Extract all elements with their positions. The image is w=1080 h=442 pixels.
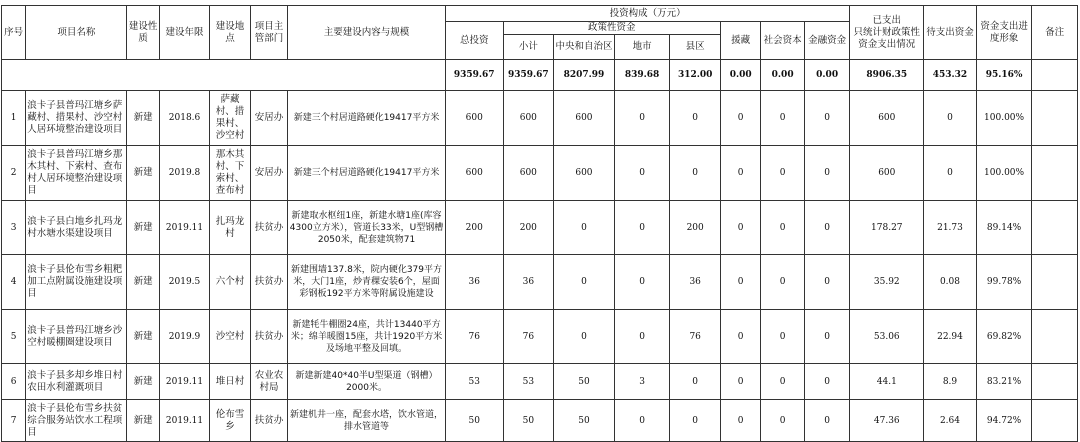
county-cell: 0 — [670, 146, 721, 201]
financial-cell: 0 — [804, 146, 850, 201]
central-cell: 0 — [554, 310, 615, 364]
content-cell: 新建三个村居道路硬化19417平方米 — [288, 91, 446, 146]
progress-cell: 94.72% — [976, 400, 1032, 442]
pending-cell: 21.73 — [924, 201, 977, 255]
content-cell: 新建三个村居道路硬化19417平方米 — [288, 146, 446, 201]
social-cell: 0 — [761, 364, 804, 400]
pending-cell: 0 — [924, 146, 977, 201]
remark-cell — [1032, 364, 1078, 400]
col-header-location: 建设地点 — [210, 6, 250, 60]
location-cell: 那木其村、下索村、查布村 — [210, 146, 250, 201]
financial-cell: 0 — [804, 364, 850, 400]
content-cell — [288, 310, 446, 364]
col-header-social: 社会资本 — [761, 22, 804, 60]
table-row — [2, 201, 1078, 255]
county-cell: 0 — [670, 364, 721, 400]
content-cell: 新建新建40*40半U型渠道（钢槽）2000米。 — [288, 364, 446, 400]
progress-cell: 99.78% — [976, 255, 1032, 310]
county-cell: 76 — [670, 310, 721, 364]
remark-sum — [1032, 60, 1078, 91]
col-header-city: 地市 — [614, 35, 670, 60]
paid-cell: 178.27 — [850, 201, 924, 255]
col-header-content: 主要建设内容与规模 — [288, 6, 446, 60]
subtotal-sum: 9359.67 — [503, 60, 554, 91]
social-cell: 0 — [761, 400, 804, 442]
financial-sum: 0.00 — [804, 60, 850, 91]
year-cell: 2019.11 — [159, 201, 210, 255]
seq-cell: 3 — [2, 201, 26, 255]
pending-cell: 0.08 — [924, 255, 977, 310]
col-header-total-invest: 总投资 — [445, 22, 503, 60]
aid-cell: 0 — [720, 310, 760, 364]
nature-cell: 新建 — [127, 146, 159, 201]
year-cell: 2019.9 — [159, 310, 210, 364]
seq-cell: 1 — [2, 91, 26, 146]
progress-cell: 100.00% — [976, 146, 1032, 201]
social-cell: 0 — [761, 91, 804, 146]
col-header-project-name: 项目名称 — [26, 6, 127, 60]
progress-cell: 100.00% — [976, 91, 1032, 146]
pending-cell: 22.94 — [924, 310, 977, 364]
central-cell: 50 — [554, 400, 615, 442]
paid-cell: 53.06 — [850, 310, 924, 364]
remark-cell — [1032, 255, 1078, 310]
subtotal-cell: 53 — [503, 364, 554, 400]
subtotal-cell: 50 — [503, 400, 554, 442]
total-invest-sum: 9359.67 — [445, 60, 503, 91]
progress-cell: 69.82% — [976, 310, 1032, 364]
col-header-nature: 建设性质 — [127, 6, 159, 60]
county-cell: 0 — [670, 400, 721, 442]
location-cell: 萨藏村、措果村、沙空村 — [210, 91, 250, 146]
social-cell: 0 — [761, 201, 804, 255]
central-cell: 0 — [554, 255, 615, 310]
project-name-cell: 浪卡子县普玛江塘乡沙空村暖棚圈建设项目 — [26, 310, 127, 364]
city-cell: 0 — [614, 146, 670, 201]
investment-table — [1, 5, 1078, 442]
remark-cell — [1032, 201, 1078, 255]
social-cell: 0 — [761, 255, 804, 310]
col-header-invest-composition: 投资构成（万元） — [445, 6, 849, 22]
year-cell: 2019.5 — [159, 255, 210, 310]
dept-cell: 扶贫办 — [250, 255, 287, 310]
central-cell: 0 — [554, 201, 615, 255]
col-header-progress: 资金支出进度形象 — [976, 6, 1032, 60]
col-header-years: 建设年限 — [159, 6, 210, 60]
table-row — [2, 91, 1078, 146]
paid-cell: 47.36 — [850, 400, 924, 442]
progress-cell: 89.14% — [976, 201, 1032, 255]
seq-cell: 6 — [2, 364, 26, 400]
dept-cell: 扶贫办 — [250, 201, 287, 255]
project-name-cell: 浪卡子县普玛江塘乡萨藏村、措果村、沙空村人居环境整治建设项目 — [26, 91, 127, 146]
project-name-cell: 浪卡子县伦布雪乡粗粑加工点附属设施建设项目 — [26, 255, 127, 310]
content-cell: 新建机井一座，配套水塔，饮水管道，排水管道等 — [288, 400, 446, 442]
dept-cell: 安居办 — [250, 146, 287, 201]
pending-cell: 2.64 — [924, 400, 977, 442]
table-row — [2, 255, 1078, 310]
nature-cell: 新建 — [127, 255, 159, 310]
central-cell: 50 — [554, 364, 615, 400]
aid-cell: 0 — [720, 201, 760, 255]
social-sum: 0.00 — [761, 60, 804, 91]
subtotal-cell: 76 — [503, 310, 554, 364]
financial-cell: 0 — [804, 201, 850, 255]
year-cell: 2018.6 — [159, 91, 210, 146]
total-cell: 50 — [445, 400, 503, 442]
financial-cell: 0 — [804, 400, 850, 442]
content-text: 新建取水枢纽1座，新建水塘1座(库容4300立方米），管道长33米，U型钢槽2050米，配套建筑物71 — [289, 210, 444, 245]
total-cell: 200 — [445, 201, 503, 255]
table-body — [2, 60, 1078, 442]
paid-cell: 35.92 — [850, 255, 924, 310]
col-header-remark: 备注 — [1032, 6, 1078, 60]
location-cell: 六个村 — [210, 255, 250, 310]
aid-cell: 0 — [720, 146, 760, 201]
financial-cell: 0 — [804, 310, 850, 364]
project-name-cell: 浪卡子县白地乡扎玛龙村水塘水渠建设项目 — [26, 201, 127, 255]
central-cell: 600 — [554, 91, 615, 146]
city-cell: 3 — [614, 364, 670, 400]
col-header-aid: 援藏 — [720, 22, 760, 60]
col-header-financial: 金融资金 — [804, 22, 850, 60]
county-cell: 200 — [670, 201, 721, 255]
pending-cell: 0 — [924, 91, 977, 146]
aid-cell: 0 — [720, 400, 760, 442]
total-cell: 600 — [445, 146, 503, 201]
nature-cell: 新建 — [127, 400, 159, 442]
total-cell: 76 — [445, 310, 503, 364]
dept-cell: 扶贫办 — [250, 310, 287, 364]
aid-sum: 0.00 — [720, 60, 760, 91]
aid-cell: 0 — [720, 255, 760, 310]
paid-cell: 600 — [850, 91, 924, 146]
remark-cell — [1032, 91, 1078, 146]
location-cell: 沙空村 — [210, 310, 250, 364]
project-name-cell: 浪卡子县普玛江塘乡那木其村、下索村、查布村人居环境整治建设项目 — [26, 146, 127, 201]
content-text: 新建围墙137.8米，院内硬化379平方米，大门1座，炒青稞安装6个，屋面彩钢板192平方米等附属设施建设 — [291, 265, 442, 299]
content-cell — [288, 255, 446, 310]
subtotal-cell: 36 — [503, 255, 554, 310]
col-header-seq: 序号 — [2, 6, 26, 60]
remark-cell — [1032, 400, 1078, 442]
total-cell: 53 — [445, 364, 503, 400]
project-name-cell: 浪卡子县伦布雪乡扶贫综合服务站饮水工程项目 — [26, 400, 127, 442]
central-sum: 8207.99 — [554, 60, 615, 91]
city-sum: 839.68 — [614, 60, 670, 91]
financial-cell: 0 — [804, 255, 850, 310]
nature-cell: 新建 — [127, 364, 159, 400]
col-header-dept: 项目主管部门 — [250, 6, 287, 60]
nature-cell: 新建 — [127, 310, 159, 364]
city-cell: 0 — [614, 400, 670, 442]
table-row — [2, 400, 1078, 442]
county-sum: 312.00 — [670, 60, 721, 91]
social-cell: 0 — [761, 146, 804, 201]
seq-cell: 2 — [2, 146, 26, 201]
aid-cell: 0 — [720, 91, 760, 146]
nature-cell: 新建 — [127, 201, 159, 255]
col-header-paid — [850, 6, 924, 60]
remark-cell — [1032, 146, 1078, 201]
seq-cell: 7 — [2, 400, 26, 442]
project-name-cell: 浪卡子县多却乡堆日村农田水利灌溉项目 — [26, 364, 127, 400]
pending-cell: 8.9 — [924, 364, 977, 400]
paid-header-line2: 只统计财政策性资金支出情况 — [853, 26, 921, 50]
social-cell: 0 — [761, 310, 804, 364]
dept-cell: 农业农村局 — [250, 364, 287, 400]
seq-cell: 4 — [2, 255, 26, 310]
location-cell: 扎玛龙村 — [210, 201, 250, 255]
seq-cell: 5 — [2, 310, 26, 364]
year-cell: 2019.8 — [159, 146, 210, 201]
county-cell: 0 — [670, 91, 721, 146]
dept-cell: 安居办 — [250, 91, 287, 146]
central-cell: 600 — [554, 146, 615, 201]
year-cell: 2019.11 — [159, 364, 210, 400]
subtotal-cell: 200 — [503, 201, 554, 255]
subtotal-cell: 600 — [503, 91, 554, 146]
table-row — [2, 146, 1078, 201]
subtotal-cell: 600 — [503, 146, 554, 201]
nature-cell: 新建 — [127, 91, 159, 146]
pending-sum: 453.32 — [924, 60, 977, 91]
content-cell — [288, 201, 446, 255]
total-cell: 600 — [445, 91, 503, 146]
totals-label-cell — [2, 60, 446, 91]
city-cell: 0 — [614, 255, 670, 310]
table-row — [2, 364, 1078, 400]
content-text: 新建牦牛棚圈24座，共计13440平方米；绵羊暖圈15座，共计1920平方米及场地平整及回填。 — [290, 319, 443, 354]
col-header-county: 县区 — [670, 35, 721, 60]
dept-cell: 扶贫办 — [250, 400, 287, 442]
city-cell: 0 — [614, 91, 670, 146]
totals-row — [2, 60, 1078, 91]
table-header — [2, 6, 1078, 60]
progress-sum: 95.16% — [976, 60, 1032, 91]
table-row — [2, 310, 1078, 364]
total-cell: 36 — [445, 255, 503, 310]
location-cell: 堆日村 — [210, 364, 250, 400]
col-header-subtotal: 小计 — [503, 35, 554, 60]
col-header-central: 中央和自治区 — [554, 35, 615, 60]
city-cell: 0 — [614, 310, 670, 364]
remark-cell — [1032, 310, 1078, 364]
city-cell: 0 — [614, 201, 670, 255]
progress-cell: 83.21% — [976, 364, 1032, 400]
paid-header-line1: 已支出 — [872, 14, 902, 26]
col-header-policy-funds: 政策性资金 — [503, 22, 720, 35]
county-cell: 36 — [670, 255, 721, 310]
location-cell: 伦布雪乡 — [210, 400, 250, 442]
paid-sum: 8906.35 — [850, 60, 924, 91]
paid-cell: 600 — [850, 146, 924, 201]
financial-cell: 0 — [804, 91, 850, 146]
col-header-pending: 待支出资金 — [924, 6, 977, 60]
year-cell: 2019.11 — [159, 400, 210, 442]
paid-cell: 44.1 — [850, 364, 924, 400]
aid-cell: 0 — [720, 364, 760, 400]
